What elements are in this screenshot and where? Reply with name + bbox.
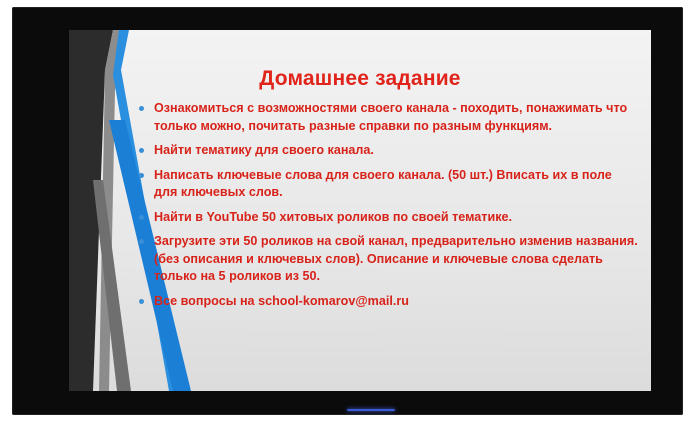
bullet-item: Ознакомиться с возможностями своего канала - походить, понажимать что только можно, почитать разные справки по разным функциям. — [138, 100, 638, 135]
slide-title: Домашнее задание — [259, 67, 461, 90]
bullet-item: Найти в YouTube 50 хитовых роликов по своей тематике. — [138, 209, 638, 227]
bullet-item: Все вопросы на school-komarov@mail.ru — [138, 293, 638, 311]
monitor-frame — [12, 7, 683, 415]
bullet-item: Написать ключевые слова для своего канала. (50 шт.) Вписать их в поле для ключевых слов. — [138, 167, 638, 202]
power-indicator-light — [347, 409, 395, 411]
presentation-slide — [69, 30, 651, 391]
bullet-item: Загрузите эти 50 роликов на свой канал, предварительно изменив названия. (без описания и ключевых слов). Описание и ключевые слова сделать только на 5 роликов из 50. — [138, 233, 638, 286]
bullet-list — [138, 100, 638, 317]
bullet-item: Найти тематику для своего канала. — [138, 142, 638, 160]
